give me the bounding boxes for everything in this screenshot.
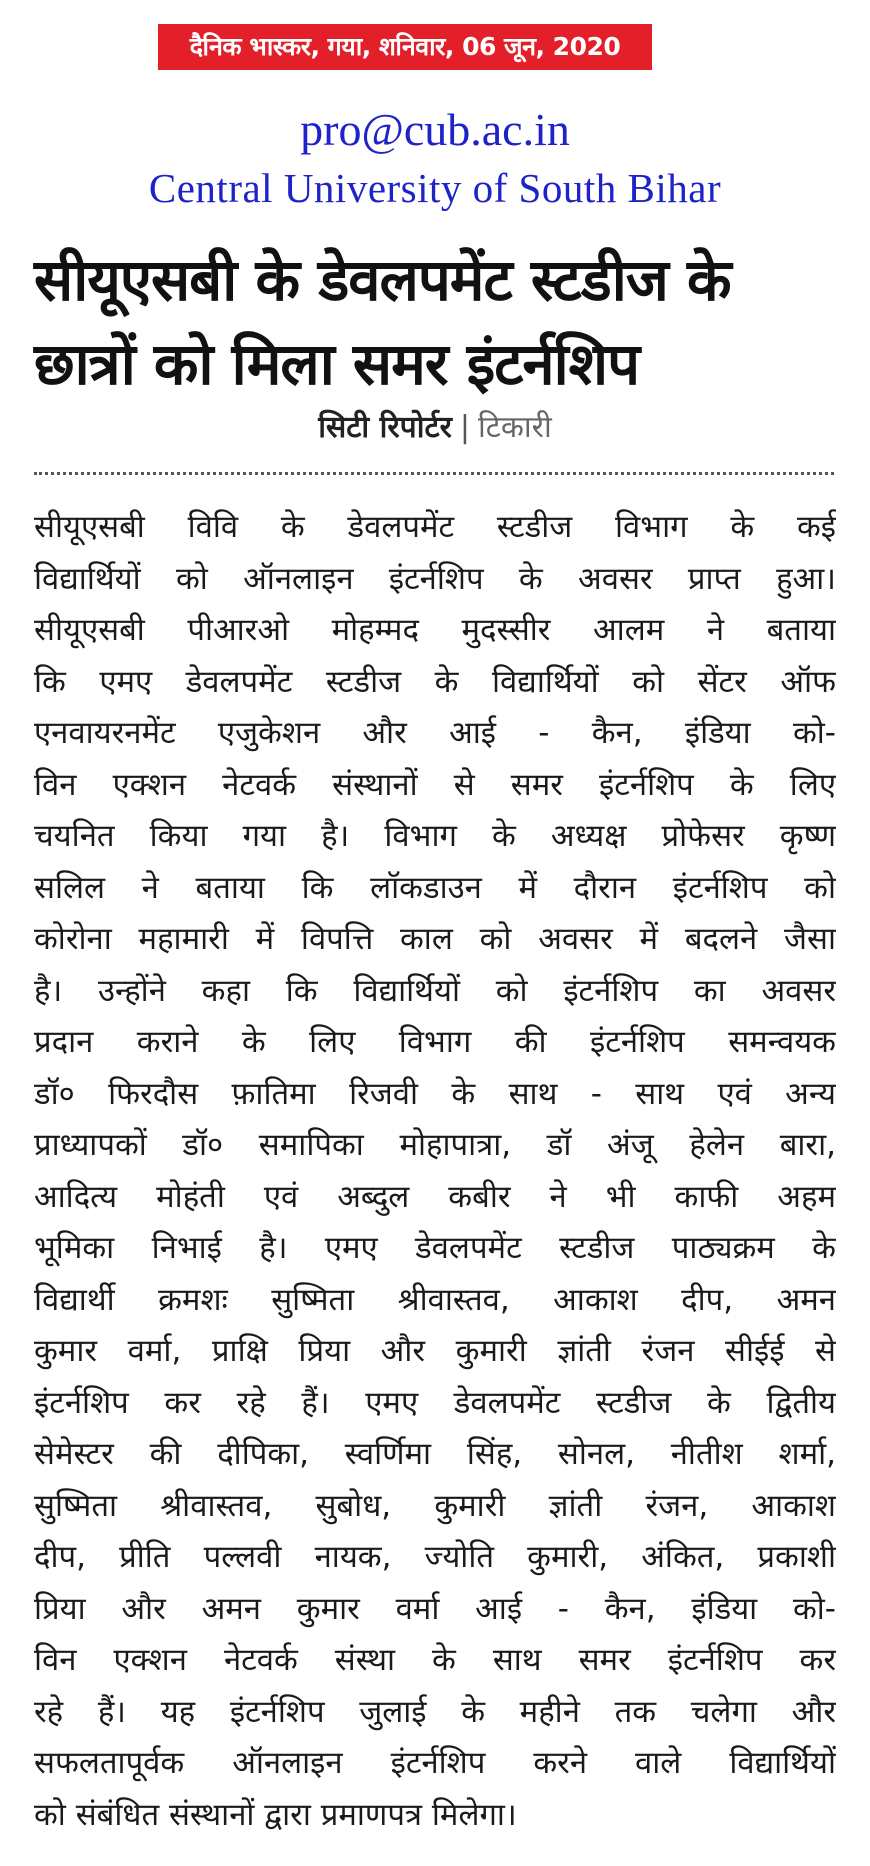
byline-separator: | [459,410,470,445]
article-line: रहे हैं। यह इंटर्नशिप जुलाई के महीने तक चलेगा और [34,1693,836,1730]
article-line: इंटर्नशिप कर रहे हैं। एमए डेवलपमेंट स्टडीज के द्वितीय [34,1384,836,1421]
article-line: है। उन्होंने कहा कि विद्यार्थियों को इंटर्नशिप का अवसर [34,972,836,1009]
article-line: सुष्मिता श्रीवास्तव, सुबोध, कुमारी ज्ञांती रंजन, आकाश [34,1487,836,1524]
article-line: दीप, प्रीति पल्लवी नायक, ज्योति कुमारी, अंकित, प्रकाशी [34,1539,836,1575]
article-line: चयनित किया गया है। विभाग के अध्यक्ष प्रोफेसर कृष्ण [34,818,836,854]
article-line: आदित्य मोहंती एवं अब्दुल कबीर ने भी काफी अहम [34,1178,836,1215]
article-line: एनवायरनमेंट एजुकेशन और आई - कैन, इंडिया को- [34,715,836,751]
article-line: भूमिका निभाई है। एमए डेवलपमेंट स्टडीज पाठ्यक्रम के [34,1230,836,1266]
article-body [34,502,836,1841]
article-line: कोरोना महामारी में विपत्ति काल को अवसर में बदलने जैसा [34,921,836,957]
article-line: सफलतापूर्वक ऑनलाइन इंटर्नशिप करने वाले विद्यार्थियों [34,1745,836,1781]
byline-place: टिकारी [477,410,552,445]
article-line: प्रिया और अमन कुमार वर्मा आई - कैन, इंडिया को- [34,1590,836,1627]
article-line: कि एमए डेवलपमेंट स्टडीज के विद्यार्थियों को सेंटर ऑफ [34,663,836,700]
article-line: सीयूएसबी विवि के डेवलपमेंट स्टडीज विभाग के कई [34,509,836,545]
article-line: प्रदान कराने के लिए विभाग की इंटर्नशिप समन्वयक [34,1024,836,1060]
article-line: विन एक्शन नेटवर्क संस्थानों से समर इंटर्नशिप के लिए [34,766,836,803]
article-line: विद्यार्थियों को ऑनलाइन इंटर्नशिप के अवसर प्राप्त हुआ। [34,560,836,597]
article-line: प्राध्यापकों डॉ० समापिका मोहापात्रा, डॉ अंजू हेलेन बारा, [34,1127,836,1163]
article-line: विन एक्शन नेटवर्क संस्था के साथ समर इंटर्नशिप कर [34,1642,836,1678]
article-line: को संबंधित संस्थानों द्वारा प्रमाणपत्र मिलेगा। [34,1796,517,1833]
article-line: सेमेस्टर की दीपिका, स्वर्णिमा सिंह, सोनल, नीतीश शर्मा, [34,1436,836,1472]
article-headline [34,238,834,406]
article-line: डॉ० फिरदौस फ़ातिमा रिजवी के साथ - साथ एवं अन्य [34,1075,836,1112]
headline-line: सीयूएसबी के डेवलपमेंट स्टडीज के [34,246,731,314]
headline-line: छात्रों को मिला समर इंटर्नशिप [34,330,640,398]
newspaper-masthead: दैनिक भास्कर, गया, शनिवार, 06 जून, 2020 [158,24,652,70]
article-line: सलिल ने बताया कि लॉकडाउन में दौरान इंटर्नशिप को [34,869,836,906]
article-line: कुमार वर्मा, प्राक्षि प्रिया और कुमारी ज्ञांती रंजन सीईई से [34,1333,836,1369]
article-line: सीयूएसबी पीआरओ मोहम्मद मुदस्सीर आलम ने बताया [34,612,836,648]
byline-reporter: सिटी रिपोर्टर [318,410,452,445]
dotted-divider [34,472,834,475]
university-name: Central University of South Bihar [148,165,722,211]
byline [0,406,870,450]
article-line: विद्यार्थी क्रमशः सुष्मिता श्रीवास्तव, आकाश दीप, अमन [34,1281,836,1318]
contact-email: pro@cub.ac.in [300,104,570,155]
